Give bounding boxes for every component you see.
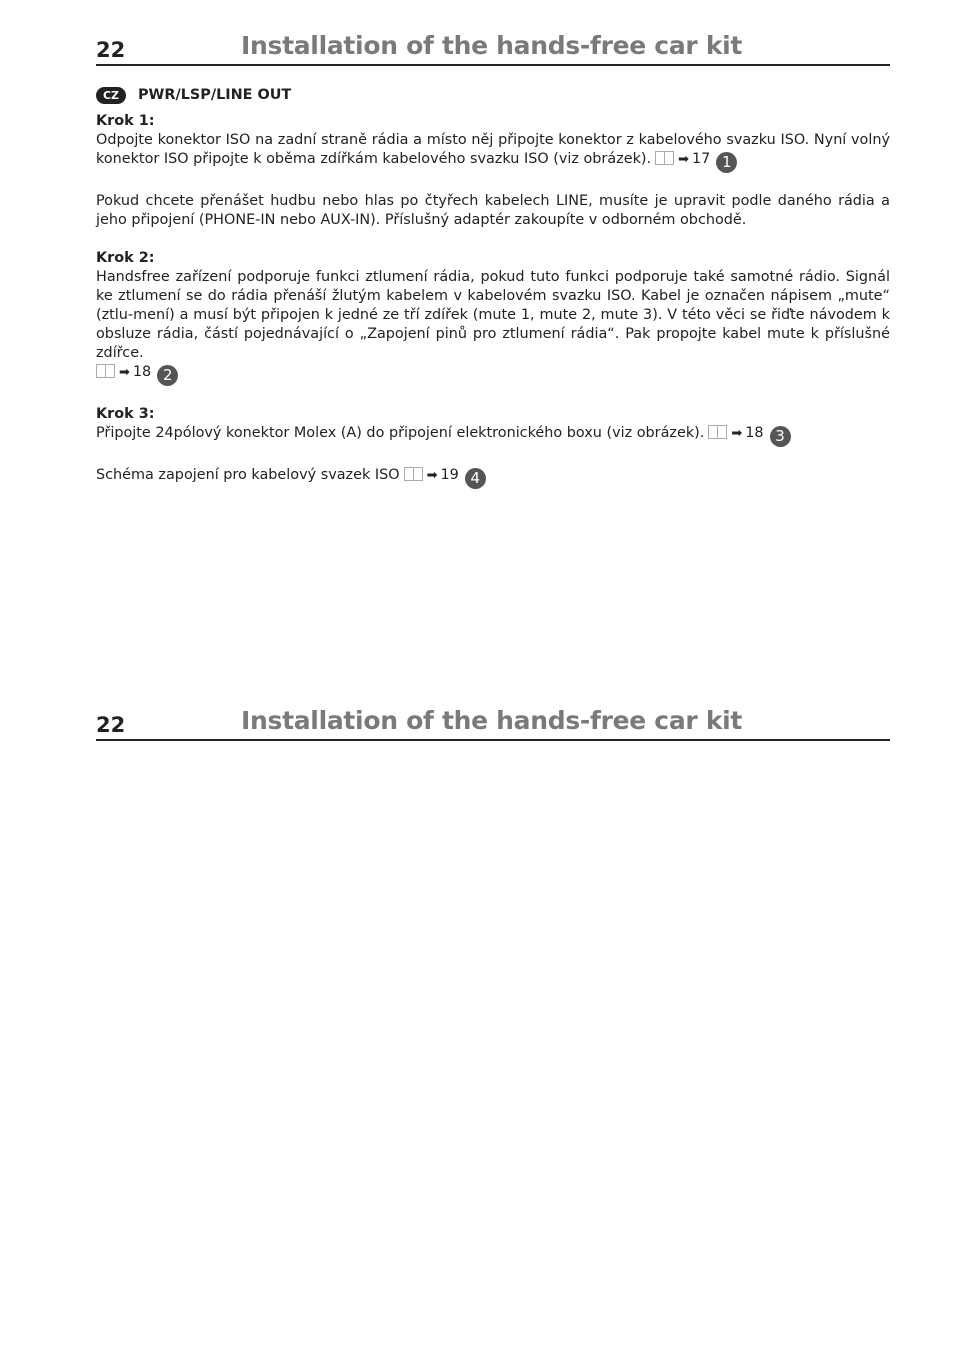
arrow-right-icon: ➡ <box>731 426 743 441</box>
book-icon <box>655 151 673 164</box>
arrow-right-icon: ➡ <box>119 365 130 380</box>
step-text: Handsfree zařízení podporuje funkci ztlumení rádia, pokud tuto funkci podporuje také samotné rádio. Signál ke ztlumení se do rádia přenáší žlutým kabelem v kabelovém svazku ISO. Kabel je označen nápisem „mute“ (ztlu-mení) a musí být připojen k jedné ze tří zdířek (mute 1, mute 2, mute 3). V této věci se řiďte návodem k obsluze rádia, částí pojednávající o „Zapojení pinů pro ztlumení rádia“. Pak propojte kabel mute k příslušné zdířce. ➡ 18 2 <box>96 269 890 384</box>
paragraph-text: Pokud chcete přenášet hudbu nebo hlas po čtyřech kabelech LINE, musíte je upravit podle daného rádia a jeho připojení (PHONE-IN nebo AUX-IN). Příslušný adaptér zakoupíte v odborném obchodě. <box>96 193 890 228</box>
page-number: 22 <box>96 38 126 62</box>
step-title: Krok 3: <box>96 406 155 422</box>
step-text: Odpojte konektor ISO na zadní straně rádia a místo něj připojte konektor z kabelového svazku ISO. Nyní volný konektor ISO připojte k oběma zdířkám kabelového svazku ISO (viz obrázek). ➡ 17 1 <box>96 132 890 171</box>
book-icon <box>708 425 726 438</box>
step-1 <box>96 112 890 173</box>
page-reference: ➡ 18 3 <box>704 425 790 441</box>
page-reference: ➡ 19 4 <box>400 467 486 483</box>
step-text: Připojte 24pólový konektor Molex (A) do připojení elektronického boxu (viz obrázek). ➡ 18 3 <box>96 424 890 447</box>
arrow-right-icon: ➡ <box>678 152 689 167</box>
page-title: Installation of the hands-free car kit <box>241 706 743 735</box>
paragraph-text: Schéma zapojení pro kabelový svazek ISO ➡ 19 4 <box>96 466 890 489</box>
step-2 <box>96 249 890 386</box>
page-number: 22 <box>96 713 126 737</box>
figure-number-icon: 3 <box>770 426 791 447</box>
page-reference: ➡ 17 1 <box>651 151 737 167</box>
book-icon <box>404 467 422 480</box>
step-title: Krok 2: <box>96 250 155 266</box>
section-title: PWR/LSP/LINE OUT <box>138 86 292 103</box>
figure-number-icon: 2 <box>157 365 178 386</box>
page-title: Installation of the hands-free car kit <box>241 31 743 60</box>
book-icon <box>96 364 114 377</box>
arrow-right-icon: ➡ <box>426 468 438 483</box>
page-header-bottom <box>96 706 890 741</box>
step-title: Krok 1: <box>96 113 155 129</box>
step-3 <box>96 405 890 447</box>
page-content <box>96 84 890 489</box>
page-header-top <box>96 31 890 66</box>
figure-number-icon: 4 <box>465 468 486 489</box>
section-heading <box>96 84 890 106</box>
iso-wiring-note <box>96 466 890 489</box>
paragraph-line-out <box>96 192 890 230</box>
page-reference: ➡ 18 2 <box>96 364 178 380</box>
figure-number-icon: 1 <box>716 152 737 173</box>
language-badge: CZ <box>96 87 126 104</box>
